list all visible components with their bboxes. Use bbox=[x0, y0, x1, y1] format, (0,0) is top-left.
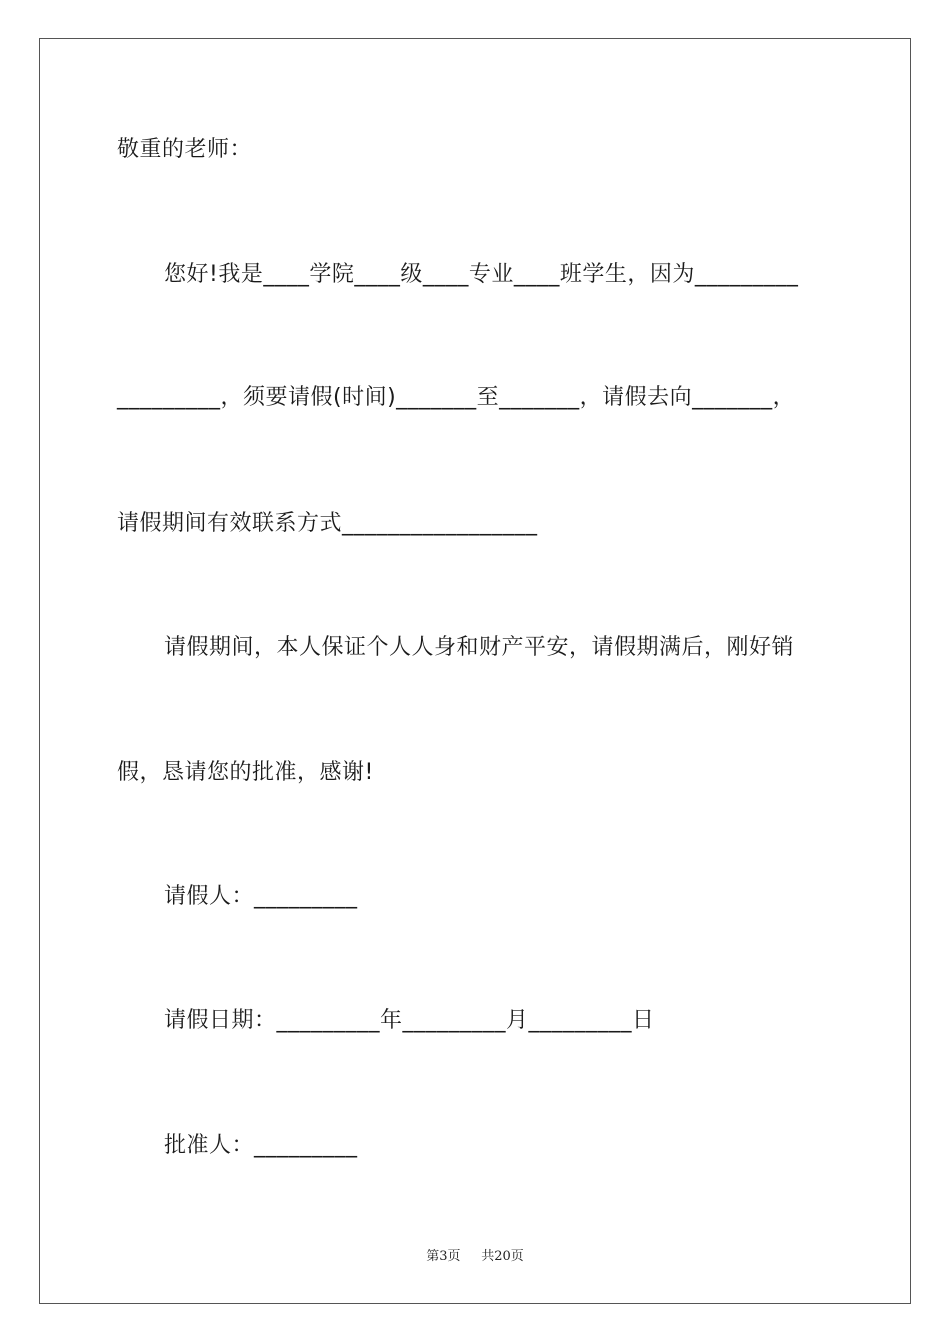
salutation: 敬重的老师： bbox=[117, 137, 253, 162]
approver-line: 批准人：_________ bbox=[164, 1133, 358, 1158]
applicant-line: 请假人：_________ bbox=[164, 884, 358, 909]
page-number-total: 共20页 bbox=[481, 1249, 524, 1264]
body-line-2: _________，须要请假(时间)_______至_______，请假去向_______， bbox=[117, 385, 796, 410]
date-line: 请假日期：_________年_________月_________日 bbox=[164, 1008, 655, 1033]
page-border bbox=[39, 38, 911, 1304]
body-line-1: 您好!我是____学院____级____专业____班学生，因为_________ bbox=[164, 262, 799, 287]
body-line-4: 请假期间，本人保证个人人身和财产平安，请假期满后，刚好销 bbox=[164, 635, 795, 660]
page-footer bbox=[0, 1248, 950, 1266]
page-number-current: 第3页 bbox=[426, 1249, 461, 1264]
body-line-3: 请假期间有效联系方式_________________ bbox=[117, 511, 538, 536]
body-line-5: 假，恳请您的批准，感谢! bbox=[117, 760, 374, 785]
